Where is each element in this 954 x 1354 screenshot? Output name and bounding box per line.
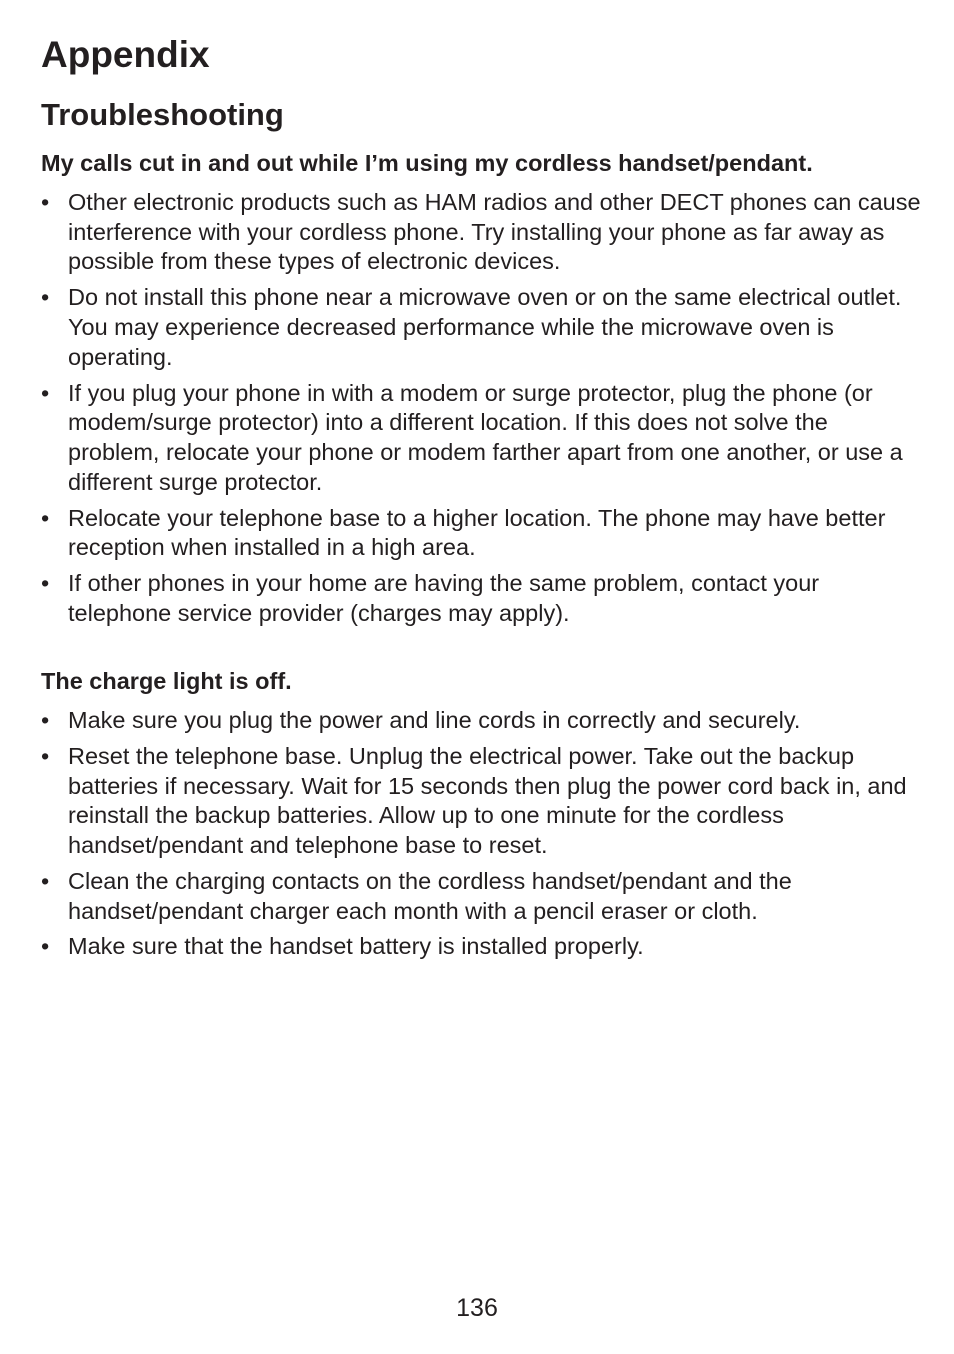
bullet-icon: • [41, 504, 50, 531]
list-item [41, 706, 921, 736]
solution-list [41, 188, 921, 629]
list-item-text: Other electronic products such as HAM radios and other DECT phones can cause interference with your cordless phone. Try installing your phone as far away as possible from these types of electronic devices. [68, 189, 921, 275]
bullet-icon: • [41, 707, 50, 733]
list-item-text: Make sure that the handset battery is installed properly. [68, 933, 644, 960]
list-item [41, 379, 921, 498]
list-item-text: If you plug your phone in with a modem or surge protector, plug the phone (or modem/surge protector) into a different location. If this does not solve the problem, relocate your phone or modem farther apart from one another, or use a different surge protector. [68, 379, 903, 495]
list-item [41, 932, 921, 962]
list-item-text: Make sure you plug the power and line cords in correctly and securely. [68, 707, 801, 733]
list-item [41, 504, 921, 563]
problem-block-calls-cut [41, 146, 921, 635]
bullet-icon: • [41, 570, 50, 597]
bullet-icon: • [41, 933, 50, 960]
solution-list [41, 706, 921, 962]
problem-heading: The charge light is off. [41, 668, 292, 694]
list-item-text: If other phones in your home are having the same problem, contact your telephone service provider (charges may apply). [68, 570, 820, 626]
bullet-icon: • [41, 284, 50, 311]
bullet-icon: • [41, 742, 50, 769]
section-title: Troubleshooting [41, 97, 284, 132]
list-item-text: Reset the telephone base. Unplug the electrical power. Take out the backup batteries if necessary. Wait for 15 seconds then plug the power cord back in, and reinstall the backup batteries. Allow up to one minute for the cordless handset/pendant and telephone base to reset. [68, 742, 907, 858]
bullet-icon: • [41, 189, 50, 215]
list-item [41, 742, 921, 861]
bullet-icon: • [41, 867, 50, 894]
list-item-text: Relocate your telephone base to a higher location. The phone may have better reception when installed in a high area. [68, 504, 886, 561]
list-item-text: Do not install this phone near a microwave oven or on the same electrical outlet. You may experience decreased performance while the microwave oven is operating. [68, 284, 902, 370]
chapter-title: Appendix [41, 34, 210, 75]
list-item [41, 188, 921, 277]
problem-block-charge-light [41, 664, 921, 968]
list-item [41, 283, 921, 372]
list-item-text: Clean the charging contacts on the cordless handset/pendant and the handset/pendant charger each month with a pencil eraser or cloth. [68, 867, 792, 924]
list-item [41, 867, 921, 926]
problem-heading: My calls cut in and out while I’m using my cordless handset/pendant. [41, 150, 813, 176]
bullet-icon: • [41, 379, 50, 406]
page-number: 136 [456, 1294, 498, 1322]
list-item [41, 569, 921, 628]
